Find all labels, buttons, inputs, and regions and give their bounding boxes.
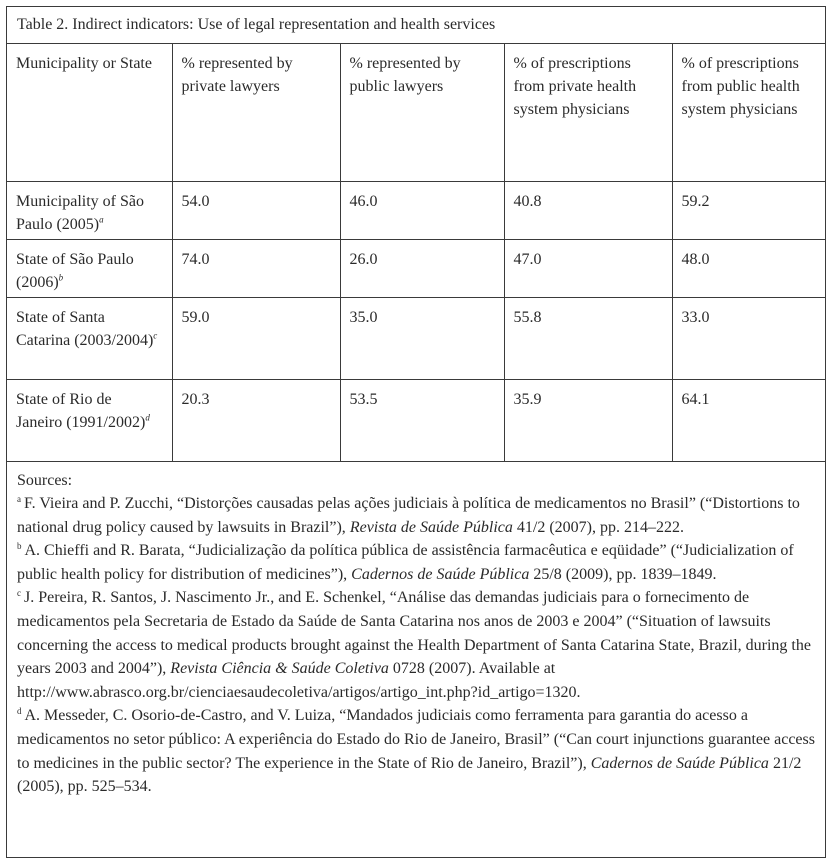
table-row (7, 297, 825, 379)
reference-marker: d (17, 706, 22, 717)
row-label (7, 379, 172, 461)
table-row (7, 239, 825, 297)
place-name: Municipality of São Paulo (2005) (16, 192, 144, 233)
journal-title: Cadernos de Saúde Pública (351, 565, 530, 583)
journal-title: Cadernos de Saúde Pública (590, 754, 769, 772)
sources-label: Sources: (17, 471, 73, 489)
journal-title: Revista de Saúde Pública (349, 518, 513, 536)
footnote-marker: c (153, 330, 158, 341)
footnote-marker: d (145, 412, 150, 423)
column-header: % of prescriptions from private health system physicians (504, 44, 672, 181)
reference-a (17, 492, 815, 539)
table-cell: 33.0 (672, 297, 825, 379)
header-row (7, 44, 825, 181)
table-cell: 64.1 (672, 379, 825, 461)
place-name: State of Rio de Janeiro (1991/2002) (16, 390, 146, 431)
table-cell: 59.2 (672, 181, 825, 239)
journal-title: Revista Ciência & Saúde Coletiva (170, 660, 389, 678)
table-row (7, 181, 825, 239)
place-name: State of Santa Catarina (2003/2004) (16, 308, 154, 349)
reference-text: F. Vieira and P. Zucchi, “Distorções causadas pelas ações judiciais à política de medicamentos no Brasil” (“Distortions to national drug policy caused by lawsuits in Brazil”), (17, 495, 800, 536)
table-cell: 40.8 (504, 181, 672, 239)
reference-text: J. Pereira, R. Santos, J. Nascimento Jr., and E. Schenkel, “Análise das demandas judiciais para o fornecimento de medicamentos pela Secretaria de Estado da Saúde de Santa Catarina nos anos de 2003 e 2004” (“Situation of lawsuits concerning the access to medical products brought against the Health Department of Santa Catarina State, Brazil, during the years 2003 and 2004”), (17, 589, 811, 678)
column-header: % represented by private lawyers (172, 44, 340, 181)
row-label (7, 181, 172, 239)
sources-section (7, 462, 825, 799)
reference-marker: a (17, 493, 21, 504)
reference-c (17, 586, 815, 704)
table-cell: 54.0 (172, 181, 340, 239)
table-cell: 55.8 (504, 297, 672, 379)
row-label (7, 297, 172, 379)
column-header: % of prescriptions from public health system physicians (672, 44, 825, 181)
reference-text: 41/2 (2007), pp. 214–222. (512, 518, 684, 536)
table-cell: 35.0 (340, 297, 504, 379)
table-cell: 59.0 (172, 297, 340, 379)
reference-text: 21/2 (2005), pp. 525–534. (17, 754, 802, 796)
footnote-marker: a (99, 214, 104, 225)
reference-text: 0728 (2007). Available at http://www.abrasco.org.br/cienciaesaudecoletiva/artigos/artigo_int.php?id_artigo=1320. (17, 660, 581, 701)
row-label (7, 239, 172, 297)
table-cell: 35.9 (504, 379, 672, 461)
table-figure (6, 6, 826, 858)
column-header: % represented by public lawyers (340, 44, 504, 181)
column-header: Municipality or State (7, 44, 172, 181)
reference-text: 25/8 (2009), pp. 1839–1849. (529, 565, 717, 583)
table-cell: 46.0 (340, 181, 504, 239)
table-cell: 26.0 (340, 239, 504, 297)
table-cell: 48.0 (672, 239, 825, 297)
table-cell: 20.3 (172, 379, 340, 461)
table-cell: 74.0 (172, 239, 340, 297)
reference-marker: c (17, 588, 21, 599)
table-row (7, 379, 825, 461)
reference-d (17, 704, 815, 798)
reference-b (17, 539, 815, 586)
table-cell: 47.0 (504, 239, 672, 297)
footnote-marker: b (58, 272, 64, 283)
reference-text: A. Chieffi and R. Barata, “Judicialização da política pública de assistência farmacêutica e eqüidade” (“Judicialization of public health policy for distribution of medicines”), (17, 542, 794, 583)
place-name: State of São Paulo (2006) (16, 250, 134, 291)
reference-text: A. Messeder, C. Osorio-de-Castro, and V. Luiza, “Mandados judiciais como ferramenta para garantia do acesso a medicamentos no setor público: A experiência do Estado do Rio de Janeiro, Brasil” (“Can court injunctions guarantee access to medicines in the public sector? The experience in the State of Rio de Janeiro, Brazil”), (17, 707, 815, 772)
reference-marker: b (17, 540, 22, 551)
table-caption: Table 2. Indirect indicators: Use of legal representation and health services (7, 7, 825, 44)
indicators-table (7, 44, 825, 462)
table-cell: 53.5 (340, 379, 504, 461)
